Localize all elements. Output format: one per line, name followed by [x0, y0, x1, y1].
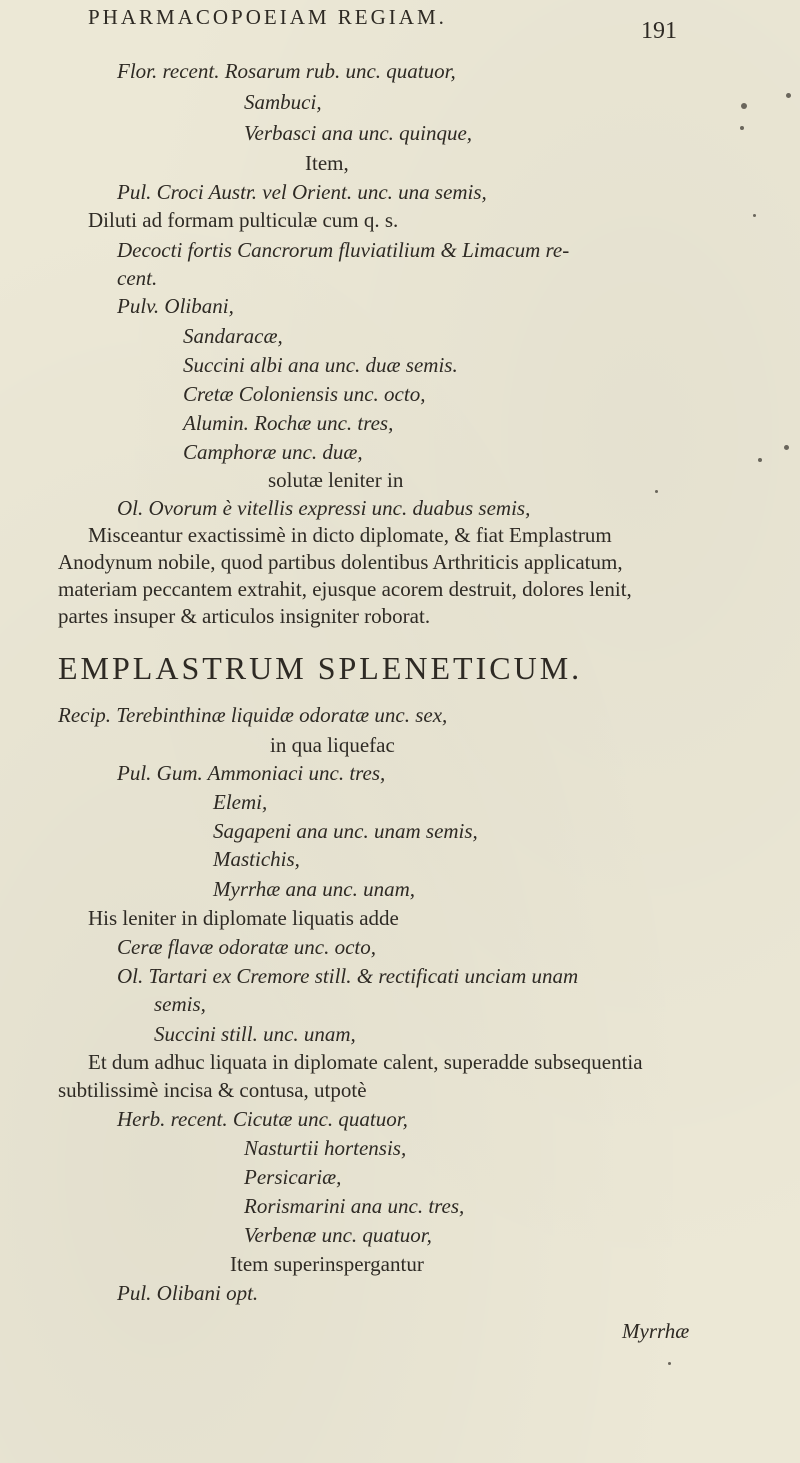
text-line: Succini still. unc. unam,: [154, 1022, 356, 1046]
text-line: Persicariæ,: [244, 1165, 342, 1189]
text-line: Flor. recent. Rosarum rub. unc. quatuor,: [117, 59, 456, 83]
text-line: Mastichis,: [213, 847, 300, 871]
text-line: Misceantur exactissimè in dicto diplomate, & fiat Emplastrum: [88, 523, 612, 547]
text-line: Et dum adhuc liquata in diplomate calent, superadde subsequentia: [88, 1050, 643, 1074]
text-line: materiam peccantem extrahit, ejusque acorem destruit, dolores lenit,: [58, 577, 632, 601]
section-heading: EMPLASTRUM SPLENETICUM.: [58, 650, 583, 686]
text-line: Pul. Olibani opt.: [117, 1281, 259, 1305]
text-line: solutæ leniter in: [268, 468, 404, 492]
catchword: Myrrhæ: [622, 1319, 690, 1343]
text-line: Diluti ad formam pulticulæ cum q. s.: [88, 208, 399, 232]
text-line: Cretæ Coloniensis unc. octo,: [183, 382, 426, 406]
foxing-speck: [741, 103, 747, 109]
text-line: Sambuci,: [244, 90, 322, 114]
text-line: Anodynum nobile, quod partibus dolentibus Arthriticis applicatum,: [58, 550, 623, 574]
foxing-speck: [753, 214, 756, 217]
text-line: Recip. Terebinthinæ liquidæ odoratæ unc. sex,: [58, 703, 448, 727]
text-line: Ceræ flavæ odoratæ unc. octo,: [117, 935, 376, 959]
text-line: semis,: [154, 992, 206, 1016]
running-head: PHARMACOPOEIAM REGIAM.: [88, 5, 447, 29]
text-line: Herb. recent. Cicutæ unc. quatuor,: [117, 1107, 408, 1131]
text-line: Verbasci ana unc. quinque,: [244, 121, 473, 145]
foxing-speck: [740, 126, 744, 130]
foxing-speck: [758, 458, 762, 462]
text-line: in qua liquefac: [270, 733, 395, 757]
text-line: Pul. Gum. Ammoniaci unc. tres,: [117, 761, 386, 785]
foxing-speck: [786, 93, 791, 98]
text-line: Pulv. Olibani,: [117, 294, 234, 318]
text-line: Verbenæ unc. quatuor,: [244, 1223, 432, 1247]
text-line: partes insuper & articulos insigniter roborat.: [58, 604, 431, 628]
text-line: Sandaracæ,: [183, 324, 283, 348]
text-line: Nasturtii hortensis,: [244, 1136, 407, 1160]
text-line: Alumin. Rochæ unc. tres,: [183, 411, 394, 435]
text-line: Succini albi ana unc. duæ semis.: [183, 353, 458, 377]
foxing-speck: [655, 490, 658, 493]
text-line: Rorismarini ana unc. tres,: [244, 1194, 465, 1218]
page-number: 191: [641, 18, 677, 44]
foxing-speck: [784, 445, 789, 450]
text-line: Elemi,: [213, 790, 268, 814]
text-line: Ol. Tartari ex Cremore still. & rectificati unciam unam: [117, 964, 579, 988]
text-line: His leniter in diplomate liquatis adde: [88, 906, 399, 930]
text-line: Item superinspergantur: [230, 1252, 424, 1276]
text-line: Camphoræ unc. duæ,: [183, 440, 363, 464]
text-line: Decocti fortis Cancrorum fluviatilium & Limacum re-: [117, 238, 570, 262]
foxing-speck: [668, 1362, 671, 1365]
text-line: Sagapeni ana unc. unam semis,: [213, 819, 478, 843]
text-line: Myrrhæ ana unc. unam,: [213, 877, 416, 901]
text-line: cent.: [117, 266, 158, 290]
text-line: Item,: [305, 151, 349, 175]
text-line: Pul. Croci Austr. vel Orient. unc. una semis,: [117, 180, 487, 204]
text-line: subtilissimè incisa & contusa, utpotè: [58, 1078, 367, 1102]
text-line: Ol. Ovorum è vitellis expressi unc. duabus semis,: [117, 496, 531, 520]
